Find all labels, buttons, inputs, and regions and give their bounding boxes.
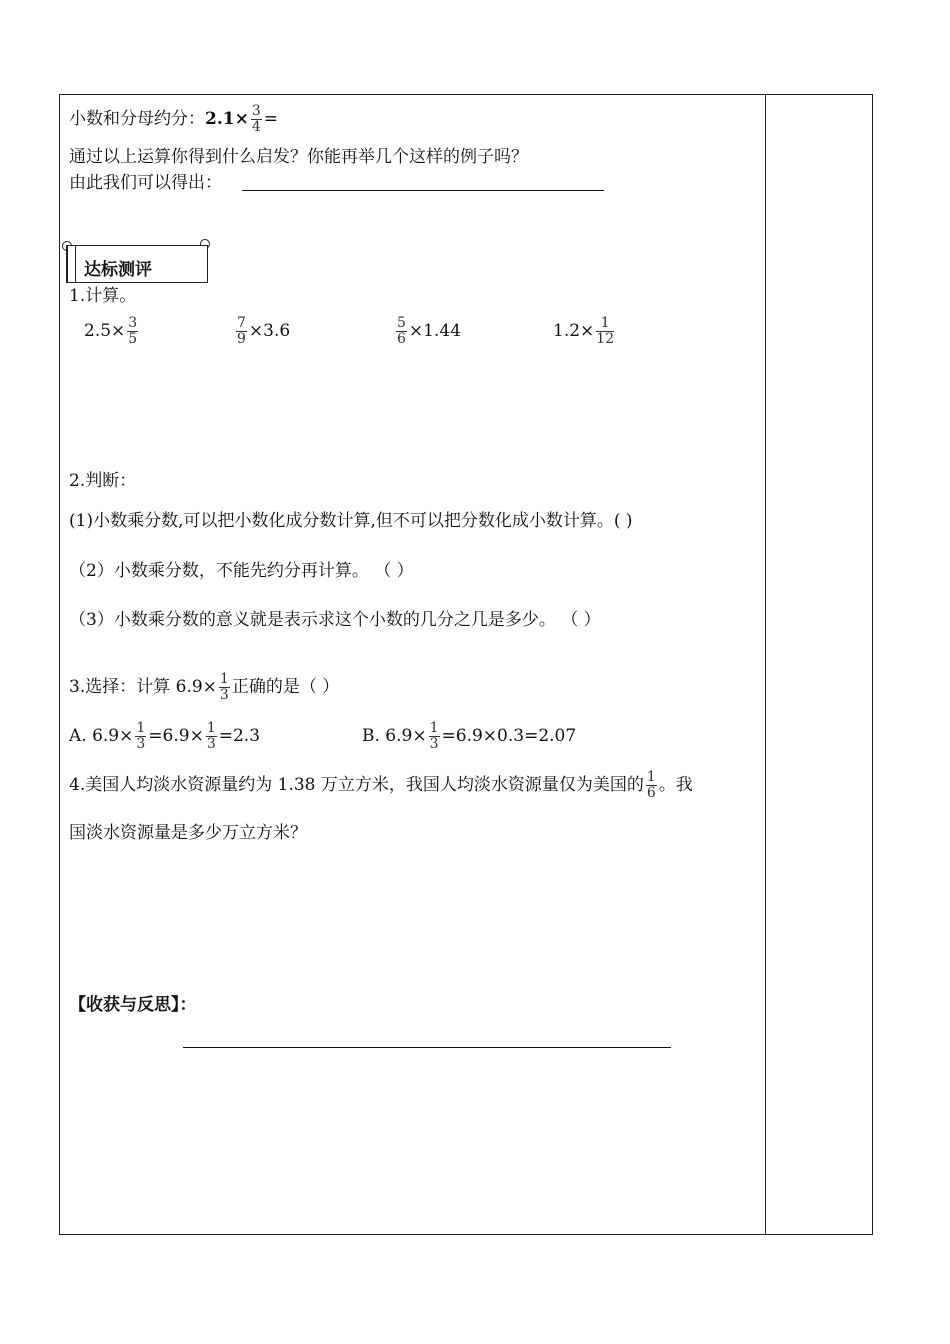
reflection-label: 【收获与反思】：	[69, 995, 197, 1015]
margin-column-divider	[765, 94, 766, 1235]
fraction: $\frac{1}{3}$	[136, 720, 146, 752]
q2-title: 2.判断：	[69, 471, 137, 491]
fraction: $\frac{1}{3}$	[206, 720, 216, 752]
inspiration-question: 通过以上运算你得到什么启发？你能再举几个这样的例子吗？	[69, 147, 528, 167]
fraction: $\frac{7}{9}$	[237, 315, 246, 347]
q4-line-1: 4.美国人均淡水资源量约为 1.38 万立方米，我国人均淡水资源量仅为美国的 $\frac{1}{6}$ 。我	[69, 769, 693, 801]
fraction: $\frac{1}{3}$	[219, 671, 229, 703]
q2-item-2: （2）小数乘分数，不能先约分再计算。 （ ）	[69, 561, 414, 581]
fraction: $\frac{3}{5}$	[128, 315, 138, 347]
q1-item-3: $\frac{5}{6}$ ×1.44	[397, 315, 462, 347]
q2-item-3: （3）小数乘分数的意义就是表示求这个小数的几分之几是多少。 （ ）	[69, 610, 601, 630]
q4-line-2: 国淡水资源量是多少万立方米？	[69, 823, 307, 843]
conclusion-label: 由此我们可以得出：	[69, 173, 222, 193]
section-banner-title: 达标测评	[84, 260, 152, 280]
equals-sign: =	[263, 109, 278, 129]
decimal-reduce-line	[69, 104, 278, 135]
fraction: $\frac{3}{4}$	[251, 103, 261, 135]
q3-option-b: B. 6.9× $\frac{1}{3}$ =6.9×0.3=2.07	[362, 720, 577, 752]
fraction: $\frac{1}{12}$	[596, 315, 615, 347]
q3-option-a: A. 6.9× $\frac{1}{3}$ =6.9× $\frac{1}{3}$ =2.3	[69, 720, 261, 752]
decimal-reduce-label: 小数和分母约分：	[69, 109, 205, 129]
conclusion-answer-line	[242, 190, 604, 191]
q1-item-4: 1.2× $\frac{1}{12}$	[553, 315, 615, 347]
fraction: $\frac{1}{6}$	[646, 769, 656, 801]
q3-title: 3.选择：计算 6.9× $\frac{1}{3}$ 正确的是（ ）	[69, 671, 340, 703]
q1-item-1: 2.5× $\frac{3}{5}$	[84, 315, 138, 347]
q1-item-2: $\frac{7}{9}$ ×3.6	[237, 315, 291, 347]
q1-title: 1.计算。	[69, 286, 137, 306]
q2-item-1: (1)小数乘分数,可以把小数化成分数计算,但不可以把分数化成小数计算。( )	[69, 511, 633, 531]
reflection-answer-line	[183, 1047, 671, 1048]
fraction: $\frac{1}{3}$	[429, 720, 439, 752]
decimal-reduce-expr: 2.1×	[205, 109, 249, 129]
fraction: $\frac{5}{6}$	[397, 315, 406, 347]
